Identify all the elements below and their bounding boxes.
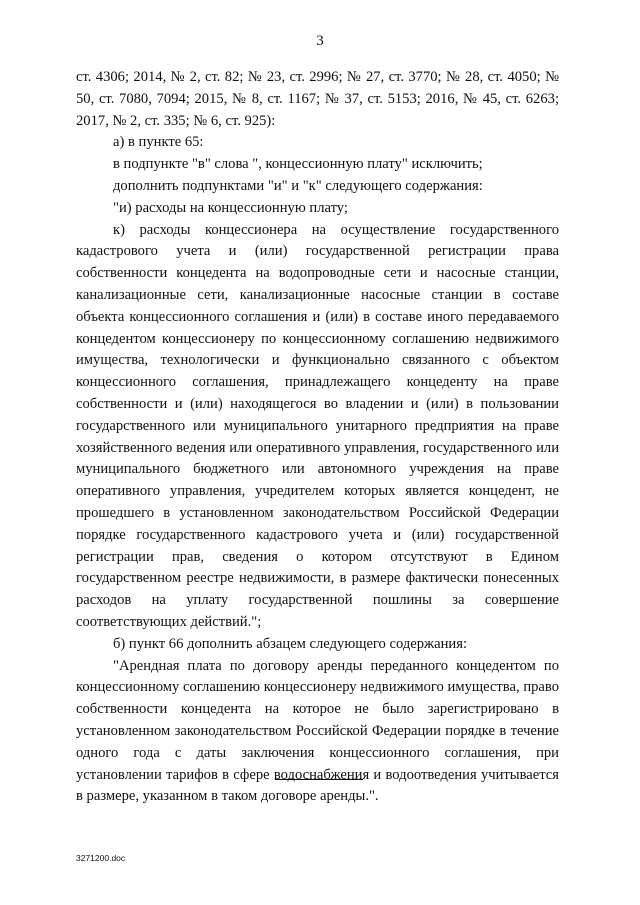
end-divider: [275, 779, 363, 780]
paragraph-rent-clause: "Арендная плата по договору аренды переданного концедентом по концессионному соглашению концессионеру недвижимого имущества, право собственности концедента на которое не было зарегистрировано в установленном законодательством Российской Федерации порядке в течение одного года с даты заключения концессионного соглашения, при установлении тарифов в сфере водоснабжения и водоотведения учитывается в размере, указанном в таком договоре аренды.".: [76, 657, 559, 805]
paragraph-subitem-v: в подпункте "в" слова ", концессионную плату" исключить;: [113, 156, 483, 173]
document-body: [76, 67, 559, 808]
paragraph-add-subitems: дополнить подпунктами "и" и "к" следующего содержания:: [113, 177, 483, 194]
page-number: 3: [316, 33, 324, 49]
paragraph-subitem-i: "и) расходы на концессионную плату;: [113, 199, 348, 216]
paragraph-item-b: б) пункт 66 дополнить абзацем следующего содержания:: [113, 635, 468, 652]
paragraph-subitem-k: к) расходы концессионера на осуществление государственного кадастрового учета и (или) государственной регистрации права собственности концедента на водопроводные сети и насосные станции, канализационные сети, канализационные насосные станции в составе объекта концессионного соглашения и (или) в составе иного передаваемого концедентом концессионеру по концессионному соглашению недвижимого имущества, технологически и функционально связанного с объектом концессионного соглашения, принадлежащего концеденту на праве собственности и (или) находящегося во владении и (или) в пользовании государственного или муниципального унитарного предприятия на праве хозяйственного ведения или оперативного управления, государственного или муниципального бюджетного или автономного учреждения на праве оперативного управления, учредителем которых является концедент, не прошедшего в установленном законодательством Российской Федерации порядке государственного кадастрового учета и (или) государственной регистрации прав, сведения о котором отсутствуют в Едином государственном реестре недвижимости, в размере фактически понесенных расходов на уплату государственной пошлины за совершение соответствующих действий.";: [76, 221, 559, 630]
file-name-label: 3271200.doc: [76, 853, 126, 863]
paragraph-citations: ст. 4306; 2014, № 2, ст. 82; № 23, ст. 2996; № 27, ст. 3770; № 28, ст. 4050; № 50, ст. 7080, 7094; 2015, № 8, ст. 1167; № 37, ст. 5153; 2016, № 45, ст. 6263; 2017, № 2, ст. 335; № 6, ст. 925):: [76, 69, 559, 129]
paragraph-item-a: а) в пункте 65:: [113, 134, 204, 151]
